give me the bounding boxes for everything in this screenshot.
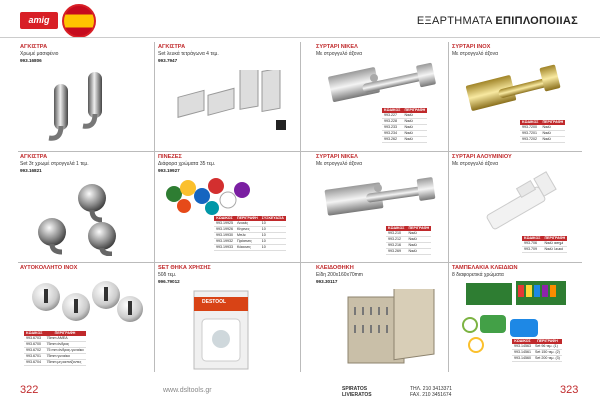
inox-signs-image [26,277,146,327]
table-header: ΠΕΡΙΓΡΑΦΗ [237,216,258,220]
product-title: ΤΑΜΠΕΛΑΚΙΑ ΚΛΕΙΔΙΩΝ [452,265,518,271]
row-divider [18,262,582,263]
table-cell: Set 200 τεμ. (3) [535,356,560,360]
column-divider [448,42,449,372]
product-code: 996.79012 [158,278,180,284]
table-cell: 75mm άνδρας [44,342,85,348]
table-cell: Νικέλ [402,137,427,143]
aluminium-bolt-image [478,170,568,230]
table-row [386,249,431,255]
table-header: ΚΩΔΙΚΟΣ [26,331,43,335]
table-row [214,245,286,251]
inox-bolt-image [462,58,572,118]
product-card [158,265,296,373]
table-cell: 10 [260,233,286,239]
product-title: ΣΥΡΤΑΡΙ ΑΛΟΥΜΙΝΙΟΥ [452,154,512,160]
amig-logo: amig [20,12,58,29]
table-row [512,350,562,356]
table-cell: 993.7200 [520,125,540,131]
table-cell: Set 150 τεμ. (2) [535,350,560,354]
table-cell: 993.6700 [24,342,44,348]
page-number-left: 322 [20,384,39,396]
table-row [522,247,567,253]
table-cell: 993.216 [386,243,406,249]
product-description: 8 διαφορετικά χρώματα [452,272,504,278]
table-cell: Μπλε [235,233,260,239]
product-card [316,265,446,373]
product-card [452,265,582,373]
price-table [522,236,567,253]
round-hooks-image [32,176,132,256]
table-cell: 993.6701 [24,354,44,360]
table-cell: Λευκές [235,221,260,227]
table-cell: 993.234 [382,131,402,137]
row-divider [18,151,582,152]
website-link[interactable]: www.dsltools.gr [163,387,212,394]
table-cell: 993.210 [386,231,406,237]
table-cell: 993.19932 [216,239,233,243]
product-card [316,154,446,260]
table-cell: Νικέλ [402,125,427,131]
product-description: Με στρογγυλό άξονα [452,161,498,167]
square-hooks-image [168,70,288,146]
product-title: ΑΥΤΟΚΟΛΛΗΤΟ INOX [20,265,78,271]
table-cell: Νικέλ [406,237,431,243]
table-cell: Κίτρινες [235,227,260,233]
footer-contact: ΤΗΛ. 210 3413371 FAX. 210 3451674 [410,386,452,398]
page-footer [0,378,600,414]
table-cell: Set 96 τεμ. (1) [533,344,562,350]
product-description: Χρωμέ μασιφένιο [20,51,59,57]
product-description: 50δ τεμ. [158,272,177,278]
section-title: ΕΞΑΡΤΗΜΑΤΑ ΕΠΙΠΛΟΠΟΙΙΑΣ [416,15,578,27]
table-cell: 993.212 [386,237,406,243]
table-cell: 993.709 [522,247,542,253]
table-row [520,137,565,143]
product-description: Με στρογγυλό άξονα [316,51,362,57]
price-table [512,339,562,362]
table-cell: 993.14560 [514,356,531,360]
table-cell: 993.19930 [216,233,233,237]
table-cell: 10 [260,245,286,251]
price-table [382,108,427,143]
product-description: Set 3τ χρωμέ στρογγυλά 1 τεμ. [20,161,89,167]
product-card [452,44,582,149]
product-card [20,154,150,260]
table-cell: 993.6704 [24,360,44,366]
product-description: Είδη 200x160x70mm [316,272,363,278]
table-cell: 75 mm άνδρας-γυναίκα [46,348,84,352]
table-cell: 10 [260,239,286,245]
table-header: ΚΩΔΙΚΟΣ [388,226,405,230]
price-table [24,331,86,366]
table-row [522,241,567,247]
table-cell: 993.6703 [24,336,44,342]
table-cell: 993.14561 [514,350,531,354]
footer-brand: SPIRATOS LIVIERATOS [342,386,372,398]
table-cell: Νικέλ [402,119,427,125]
spain-flag-icon [62,4,96,38]
header-divider [0,37,600,38]
table-cell: 993.227 [382,113,402,119]
table-cell: Νικέλ [402,113,427,119]
column-divider [154,42,155,372]
table-cell: Νικέλ λευκό [542,247,567,253]
product-title: ΣΥΡΤΑΡΙ INOX [452,44,491,50]
product-card [158,154,296,260]
table-cell: 993.262 [382,137,402,143]
table-cell: 993.6702 [24,348,44,354]
table-cell: 10 [260,227,286,233]
badge-icon [276,120,286,130]
product-card [316,44,446,149]
product-title: ΚΛΕΙΔΟΘΗΚΗ [316,265,354,271]
nickel-bolt-image [322,58,440,110]
table-cell: Νικέλ [406,231,431,237]
table-row [512,356,562,362]
product-title: ΑΓΚΙΣΤΡΑ [20,154,48,160]
product-description: Με στρογγυλό άξονα [452,51,498,57]
table-cell: Νικέλ [540,137,565,143]
product-description: Set λευκά τετράγωνα 4 τεμ. [158,51,219,57]
product-card [20,44,150,149]
product-card [452,154,582,260]
table-header: ΣΥΣΚΕΥΑΣΙΑ [261,216,284,220]
product-code: 993.30117 [316,278,338,284]
product-code: 993.16821 [20,167,42,173]
table-cell: Κόκκινες [235,245,260,251]
price-table [214,216,286,251]
table-cell: Νικέλ [406,243,431,249]
product-title: ΑΓΚΙΣΤΡΑ [20,44,48,50]
table-header: ΠΕΡΙΓΡΑΦΗ [404,108,426,112]
product-code: 993.16806 [20,57,42,63]
table-cell: 993.706 [522,241,542,247]
table-cell: 75mm μη καπνίζοντες [44,360,85,366]
table-cell: 993.19925 [216,221,233,225]
table-row [512,344,562,350]
table-cell: 993.233 [382,125,402,131]
product-code: 993.19927 [158,167,180,173]
table-cell: 993.7201 [520,131,540,137]
table-cell: 993.269 [386,249,406,255]
push-pins-image [164,176,254,216]
table-cell: Νικέλ [540,131,565,137]
table-cell: Νικέλ [540,125,565,131]
table-cell: 993.7202 [520,137,540,143]
price-table [386,226,431,255]
table-cell: 993.19933 [216,245,233,249]
table-header: ΠΕΡΙΓΡΑΦΗ [44,331,85,336]
product-title: ΣΥΡΤΑΡΙ ΝΙΚΕΛ [316,44,358,50]
table-cell: Πράσινες [235,239,260,245]
product-title: SET ΘΗΚΑ ΧΡΗΣΗΣ [158,265,211,271]
table-header: ΠΕΡΙΓΡΑΦΗ [533,339,562,344]
product-title: ΠΙΝΕΖΕΣ [158,154,182,160]
table-cell: 993.19926 [216,227,233,231]
table-cell: Νικέλ [406,249,431,255]
table-cell: 993.14563 [514,344,531,348]
product-description: Με στρογγυλό άξονα [316,161,362,167]
table-cell: Νικέλ ασημί [542,241,567,247]
key-cabinet-image [342,289,442,371]
table-header: ΚΩΔΙΚΟΣ [214,216,235,221]
table-header: ΠΕΡΙΓΡΑΦΗ [544,236,566,240]
table-header: ΚΩΔΙΚΟΣ [524,236,541,240]
table-header: ΚΩΔΙΚΟΣ [384,108,401,112]
nickel-bolt-image [322,172,440,220]
product-title: ΑΓΚΙΣΤΡΑ [158,44,186,50]
table-cell: 75mm ΑΜΕΑ [44,336,85,342]
product-code: 993.7947 [158,57,178,63]
table-row [382,137,427,143]
price-table [520,120,565,143]
page-header [0,0,600,38]
product-title: ΣΥΡΤΑΡΙ ΝΙΚΕΛ [316,154,358,160]
product-card [20,265,150,373]
chrome-hooks-image [40,66,130,146]
box-label: DESTOOL [202,299,227,305]
table-header: ΠΕΡΙΓΡΑΦΗ [408,226,430,230]
table-cell: 993.228 [382,119,402,125]
table-row [24,348,86,354]
table-header: ΠΕΡΙΓΡΑΦΗ [542,120,564,124]
table-row [24,360,86,366]
table-header: ΚΩΔΙΚΟΣ [512,339,533,344]
page-gutter [300,42,301,372]
table-cell: 10 [260,221,286,227]
page-number-right: 323 [560,384,579,396]
table-cell: 75mm γυναίκα [44,354,85,360]
table-cell: Νικέλ [402,131,427,137]
table-header: ΚΩΔΙΚΟΣ [522,120,539,124]
product-description: Διάφορα χρώματα 35 τεμ. [158,161,216,167]
product-card [158,44,296,149]
